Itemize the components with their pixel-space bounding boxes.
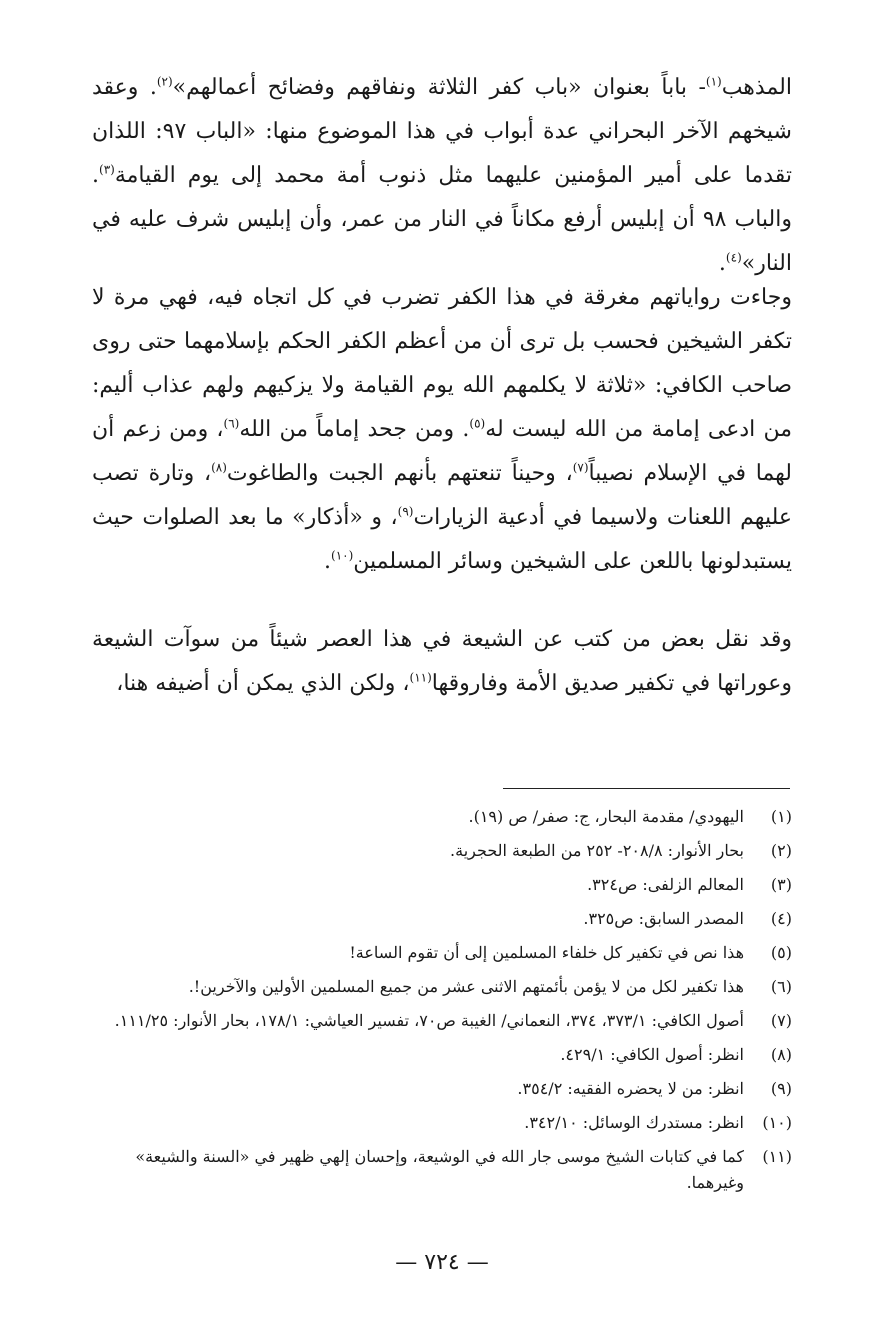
footnote <box>92 1038 792 1072</box>
paragraph-text: . وعقد شيخهم الآخر البحراني عدة أبواب في هذا الموضوع منها: «الباب ٩٧: اللذان تقدما على أمير المؤمنين عليهما مثل ذنوب أمة محمد إلى يوم القيامة <box>92 75 792 188</box>
footnote-reference: (٣) <box>99 162 115 177</box>
footnote <box>92 1140 792 1200</box>
paragraph-text: . <box>324 549 331 574</box>
paragraph-text: ، ولكن الذي يمكن أن أضيفه هنا، <box>116 671 410 696</box>
footnote-number: (٩) <box>770 1079 792 1098</box>
footnote <box>92 1072 792 1106</box>
footnote-reference: (١) <box>705 74 722 89</box>
footnote-number: (٤) <box>770 909 792 928</box>
body-paragraph-2 <box>92 276 792 584</box>
footnote <box>92 1004 792 1038</box>
footnote-number: (٥) <box>770 943 792 962</box>
footnote-text: انظر: مستدرك الوسائل: ٣٤٢/١٠. <box>524 1113 744 1132</box>
paragraph-text: - باباً بعنوان «باب كفر الثلاثة ونفاقهم وفضائح أعمالهم» <box>172 75 706 100</box>
footnote-reference: (١٠) <box>331 548 354 563</box>
footnote-text: المصدر السابق: ص٣٢٥. <box>583 909 744 928</box>
paragraph-text: وقد نقل بعض من كتب عن الشيعة في هذا العصر شيئاً من سوآت الشيعة وعوراتها في تكفير صديق الأمة وفاروقها <box>92 627 792 696</box>
footnote-text: اليهودي/ مقدمة البحار، ج: صفر/ ص (١٩). <box>468 807 744 826</box>
footnote-number: (١٠) <box>762 1113 792 1132</box>
footnote-text: المعالم الزلفى: ص٣٢٤. <box>587 875 744 894</box>
body-paragraph-3 <box>92 618 792 706</box>
footnote <box>92 936 792 970</box>
paragraph-text: . والباب ٩٨ أن إبليس أرفع مكاناً في النار من عمر، وأن إبليس شرف عليه في النار» <box>92 163 792 276</box>
footnote-reference: (٨) <box>211 460 227 475</box>
footnote-number: (٦) <box>770 977 792 996</box>
paragraph-text: ، و «أذكار» ما بعد الصلوات حيث يستبدلونها باللعن على الشيخين وسائر المسلمين <box>92 505 792 574</box>
footnote-number: (٨) <box>770 1045 792 1064</box>
footnotes-list <box>92 800 792 1200</box>
paragraph-text: وجاءت رواياتهم مغرقة في هذا الكفر تضرب في كل اتجاه فيه، فهي مرة لا تكفر الشيخين فحسب بل ترى أن من أعظم الكفر الحكم بإسلامهما حتى روى صاحب الكافي: «ثلاثة لا يكلمهم الله يوم القيامة ولا يزكيهم ولهم عذاب أليم: من ادعى إمامة من الله ليست له <box>92 285 792 442</box>
page-number: — ٧٢٤ — <box>395 1250 489 1275</box>
footnote-reference: (٩) <box>397 504 414 519</box>
paragraph-text: ، وتارة تصب عليهم اللعنات ولاسيما في أدعية الزيارات <box>92 461 793 530</box>
footnote-reference: (٦) <box>223 416 240 431</box>
footnote-text: انظر: أصول الكافي: ٤٢٩/١. <box>560 1045 744 1064</box>
footnote-text: بحار الأنوار: ٢٠٨/٨- ٢٥٢ من الطبعة الحجرية. <box>450 841 744 860</box>
footnote-text: هذا تكفير لكل من لا يؤمن بأئمتهم الاثنى عشر من جميع المسلمين الأولين والآخرين!. <box>188 977 744 996</box>
footnote-reference: (٧) <box>572 460 589 475</box>
footnote-number: (١) <box>770 807 792 826</box>
footnote <box>92 834 792 868</box>
footnote-reference: (٤) <box>725 250 742 265</box>
footnote-text: هذا نص في تكفير كل خلفاء المسلمين إلى أن تقوم الساعة! <box>349 943 744 962</box>
footnote-text: انظر: من لا يحضره الفقيه: ٣٥٤/٢. <box>517 1079 744 1098</box>
footnote-separator <box>503 788 790 789</box>
footnote-number: (١١) <box>762 1147 792 1166</box>
body-paragraph-1 <box>92 66 792 286</box>
footnote-number: (٣) <box>770 875 792 894</box>
footnote-reference: (٢) <box>156 74 173 89</box>
paragraph-text: ، وحيناً تنعتهم بأنهم الجبت والطاغوت <box>226 461 573 486</box>
footnote <box>92 902 792 936</box>
footnote <box>92 868 792 902</box>
footnote-text: أصول الكافي: ٣٧٣/١، ٣٧٤، النعماني/ الغيبة ص٧٠، تفسير العياشي: ١٧٨/١، بحار الأنوار: ١١١/٢٥. <box>114 1011 744 1030</box>
paragraph-text: . <box>718 251 726 276</box>
footnote-number: (٧) <box>770 1011 792 1030</box>
paragraph-text: ، ومن زعم أن لهما في الإسلام نصيباً <box>92 417 793 486</box>
footnote <box>92 970 792 1004</box>
footnote <box>92 800 792 834</box>
footnote-reference: (١١) <box>409 670 432 685</box>
footnote-text: كما في كتابات الشيخ موسى جار الله في الوشيعة، وإحسان إلهي ظهير في «السنة والشيعة» وغيرهما. <box>135 1147 744 1192</box>
footnote-number: (٢) <box>770 841 792 860</box>
footnote <box>92 1106 792 1140</box>
paragraph-text: المذهب <box>721 75 792 100</box>
paragraph-text: . ومن جحد إماماً من الله <box>239 417 470 442</box>
footnote-reference: (٥) <box>469 416 486 431</box>
